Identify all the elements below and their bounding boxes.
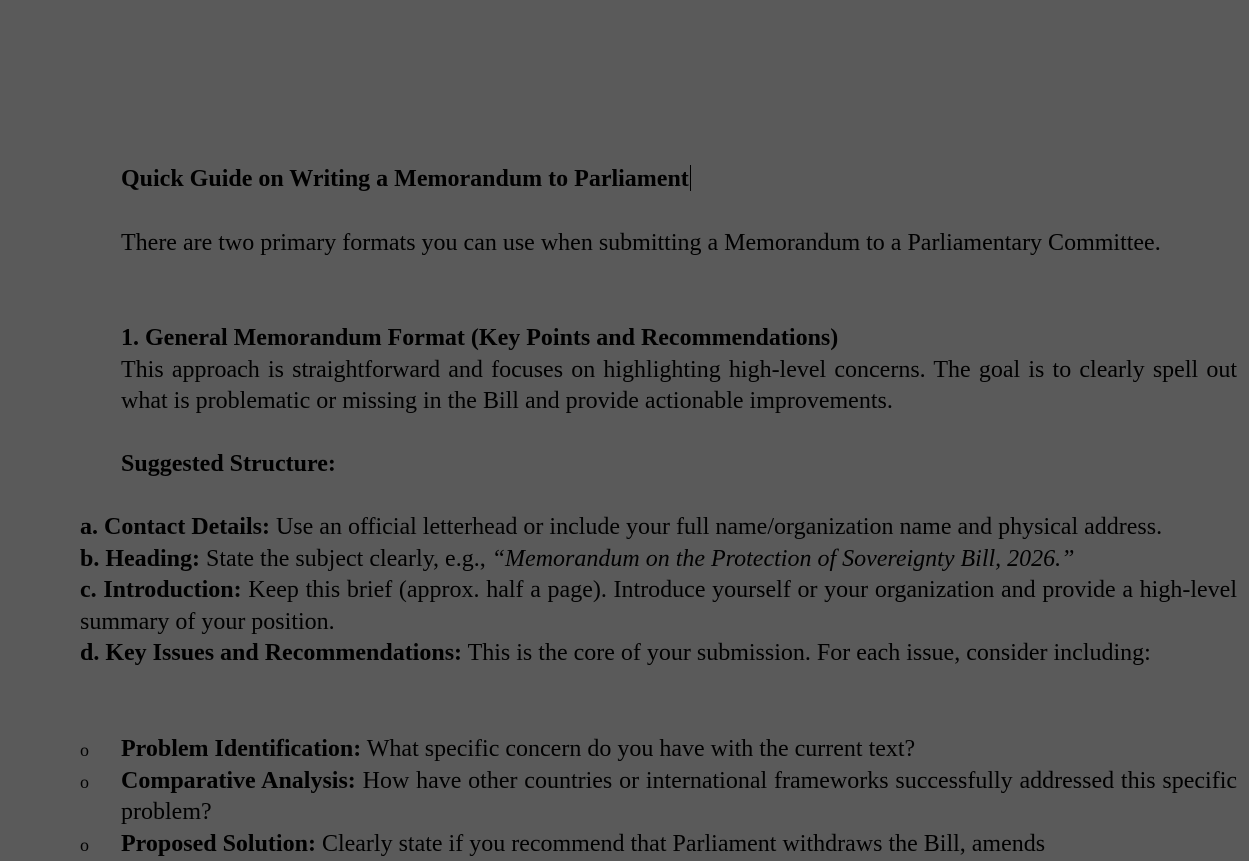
bullet-text: Clearly state if you recommend that Parliament withdraws the Bill, amends — [316, 831, 1045, 857]
item-label: a. Contact Details: — [80, 514, 270, 540]
intro-paragraph[interactable]: There are two primary formats you can use when submitting a Memorandum to a Parliamentary Committee. — [121, 228, 1237, 260]
section-1-heading[interactable]: 1. General Memorandum Format (Key Points and Recommendations) — [121, 323, 1237, 355]
section-1 — [121, 323, 1237, 418]
item-example-title: “Memorandum on the Protection of Sovereignty Bill, 2026.” — [492, 546, 1075, 572]
section-1-body[interactable]: This approach is straightforward and focuses on highlighting high-level concerns. The goal is to clearly spell out what is problematic or missing in the Bill and provide actionable improvements. — [121, 357, 1237, 415]
suggested-structure-heading[interactable]: Suggested Structure: — [121, 449, 1237, 481]
item-contact-details[interactable] — [80, 512, 1237, 544]
bullet-proposed-solution[interactable] — [80, 829, 1237, 861]
bullet-label: Proposed Solution: — [121, 831, 316, 857]
item-text: Keep this brief (approx. half a page). Introduce yourself or your organization and provide a high-level summary of your position. — [80, 577, 1237, 635]
document-title[interactable]: Quick Guide on Writing a Memorandum to Parliament — [121, 164, 1237, 196]
item-label: b. Heading: — [80, 546, 200, 572]
structure-items — [80, 512, 1237, 670]
item-text: State the subject clearly, e.g., — [200, 546, 492, 572]
item-heading[interactable] — [80, 544, 1237, 576]
bullet-text: What specific concern do you have with the current text? — [361, 736, 915, 762]
bullet-problem-identification[interactable] — [80, 734, 1237, 766]
item-introduction[interactable] — [80, 575, 1237, 638]
bullet-marker: o — [80, 830, 89, 861]
key-issues-bullet-list — [80, 734, 1237, 860]
item-text: This is the core of your submission. For each issue, consider including: — [462, 640, 1151, 666]
bullet-label: Comparative Analysis: — [121, 768, 356, 794]
bullet-marker: o — [80, 735, 89, 767]
item-label: c. Introduction: — [80, 577, 242, 603]
text-cursor — [690, 165, 691, 191]
bullet-comparative-analysis[interactable] — [80, 766, 1237, 829]
bullet-marker: o — [80, 767, 89, 799]
item-key-issues[interactable] — [80, 638, 1237, 670]
item-label: d. Key Issues and Recommendations: — [80, 640, 462, 666]
item-text: Use an official letterhead or include your full name/organization name and physical address. — [270, 514, 1162, 540]
bullet-label: Problem Identification: — [121, 736, 361, 762]
bullet-text: How have other countries or international frameworks successfully addressed this specific problem? — [121, 768, 1237, 826]
